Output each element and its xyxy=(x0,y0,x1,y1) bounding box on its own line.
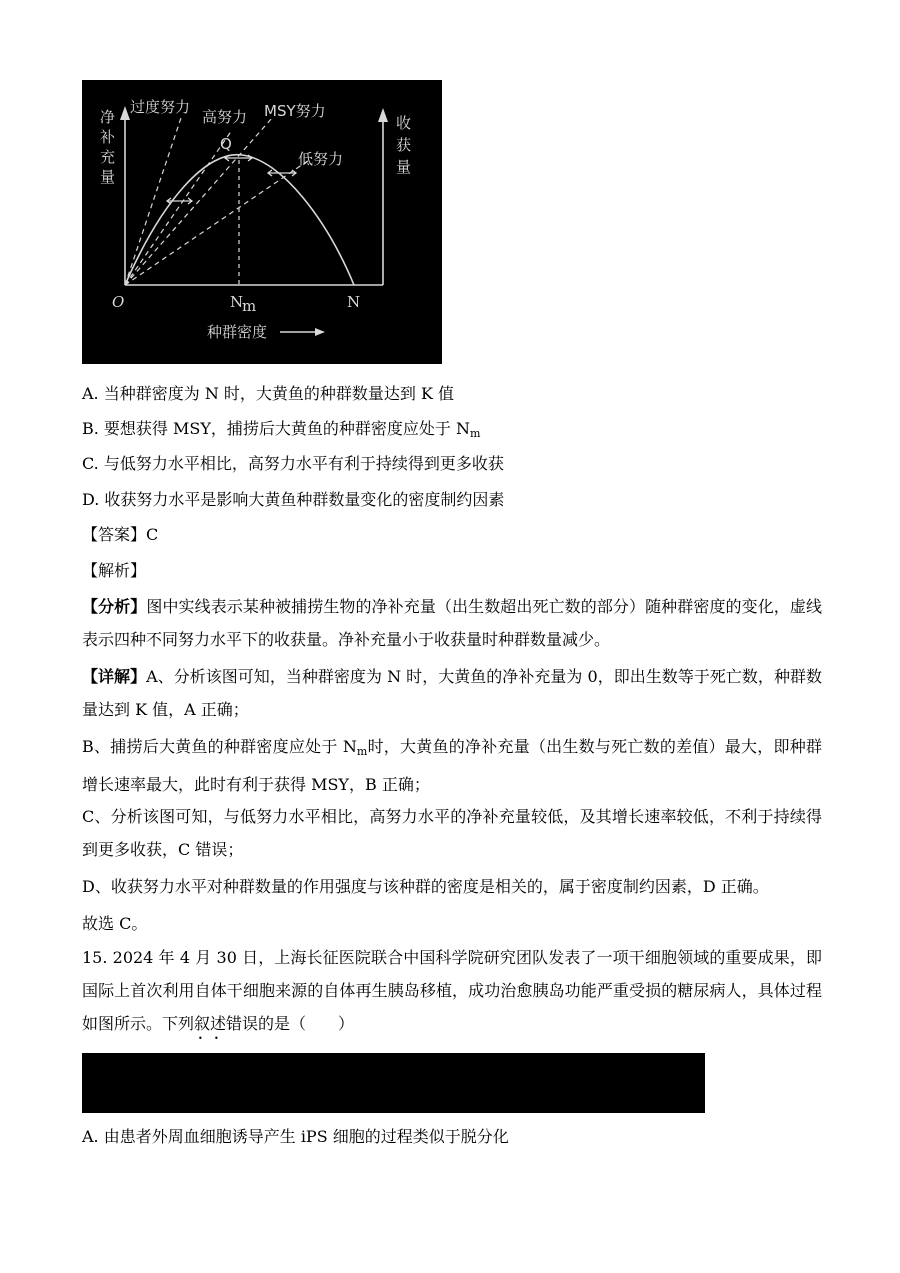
low-effort-line xyxy=(125,158,312,285)
option-b xyxy=(82,419,480,444)
detail-b-subscript: m xyxy=(356,745,368,758)
x-axis-label-arrow xyxy=(315,328,325,336)
right-axis-label-3: 量 xyxy=(396,158,412,176)
y-axis-label-1: 净 xyxy=(100,108,116,126)
option-b-subscript: m xyxy=(470,427,481,440)
detail-label: 【详解】 xyxy=(82,667,147,686)
low-effort-label: 低努力 xyxy=(298,150,344,168)
y-axis-arrow xyxy=(120,106,130,120)
option-a: A. 当种群密度为 N 时，大黄鱼的种群数量达到 K 值 xyxy=(82,384,455,403)
option-b-text: B. 要想获得 MSY，捕捞后大黄鱼的种群密度应处于 N xyxy=(82,419,471,438)
detail-b-post: 时，大黄鱼的净补充量（出生数与死亡数的差值）最大，即种群增长速率最大，此时有利于获得 MSY，B 正确； xyxy=(82,737,822,794)
option-d: D. 收获努力水平是影响大黄鱼种群数量变化的密度制约因素 xyxy=(82,490,505,509)
msy-effort-line xyxy=(125,118,272,285)
detail-a-text: A、分析该图可知，当种群密度为 N 时，大黄鱼的净补充量为 0，即出生数等于死亡数，种群数量达到 K 值，A 正确； xyxy=(82,667,822,719)
y-axis-label-4: 量 xyxy=(100,168,116,186)
q-point-label: Q xyxy=(220,135,232,153)
high-effort-label: 高努力 xyxy=(202,108,248,126)
analysis-paragraph xyxy=(82,590,822,656)
equilibrium-markers xyxy=(167,155,296,204)
analysis-title: 【解析】 xyxy=(82,561,147,580)
msy-effort-label: MSY努力 xyxy=(264,102,326,120)
n-label: N xyxy=(347,293,361,311)
high-effort-line xyxy=(125,130,232,285)
x-axis-label: 种群密度 xyxy=(207,323,268,341)
emphasis-dot-2: • xyxy=(214,1034,219,1043)
answer: 【答案】C xyxy=(82,525,159,544)
right-axis-label-2: 获 xyxy=(396,136,412,154)
emphasis-dot-1: • xyxy=(198,1034,203,1043)
detail-paragraph-d: D、收获努力水平对种群数量的作用强度与该种群的密度是相关的，属于密度制约因素，D 正确。 xyxy=(82,877,769,896)
y-axis-label-3: 充 xyxy=(100,148,116,166)
population-harvest-figure xyxy=(82,80,442,364)
right-axis-label-1: 收 xyxy=(396,114,412,132)
process-figure xyxy=(82,1053,705,1113)
analysis-label: 【分析】 xyxy=(82,597,147,616)
detail-paragraph-b xyxy=(82,730,822,801)
nm-subscript: m xyxy=(242,297,257,315)
analysis-text: 图中实线表示某种被捕捞生物的净补充量（出生数超出死亡数的部分）随种群密度的变化，虚线表示四种不同努力水平下的收获量。净补充量小于收获量时种群数量减少。 xyxy=(82,597,822,649)
right-axis-arrow xyxy=(378,108,388,122)
origin-label: O xyxy=(112,293,125,311)
q15-option-a: A. 由患者外周血细胞诱导产生 iPS 细胞的过程类似于脱分化 xyxy=(82,1127,509,1146)
question-15: 15. 2024 年 4 月 30 日，上海长征医院联合中国科学院研究团队发表了一项干细胞领域的重要成果，即国际上首次利用自体干细胞来源的自体再生胰岛移植，成功治愈胰岛功能严重受损的糖尿病人，具体过程如图所示。下列叙述错误的是（ ） xyxy=(82,948,822,1033)
option-c: C. 与低努力水平相比，高努力水平有利于持续得到更多收获 xyxy=(82,454,504,473)
figure-svg xyxy=(82,80,442,364)
detail-paragraph-c: C、分析该图可知，与低努力水平相比，高努力水平的净补充量较低，及其增长速率较低，不利于持续得到更多收获，C 错误； xyxy=(82,807,822,859)
nm-label: N xyxy=(230,293,244,311)
detail-paragraph-a xyxy=(82,660,822,726)
conclusion: 故选 C。 xyxy=(82,914,148,933)
y-axis-label-2: 补 xyxy=(100,128,116,146)
detail-b-pre: B、捕捞后大黄鱼的种群密度应处于 N xyxy=(82,737,357,756)
over-effort-label: 过度努力 xyxy=(130,98,191,116)
